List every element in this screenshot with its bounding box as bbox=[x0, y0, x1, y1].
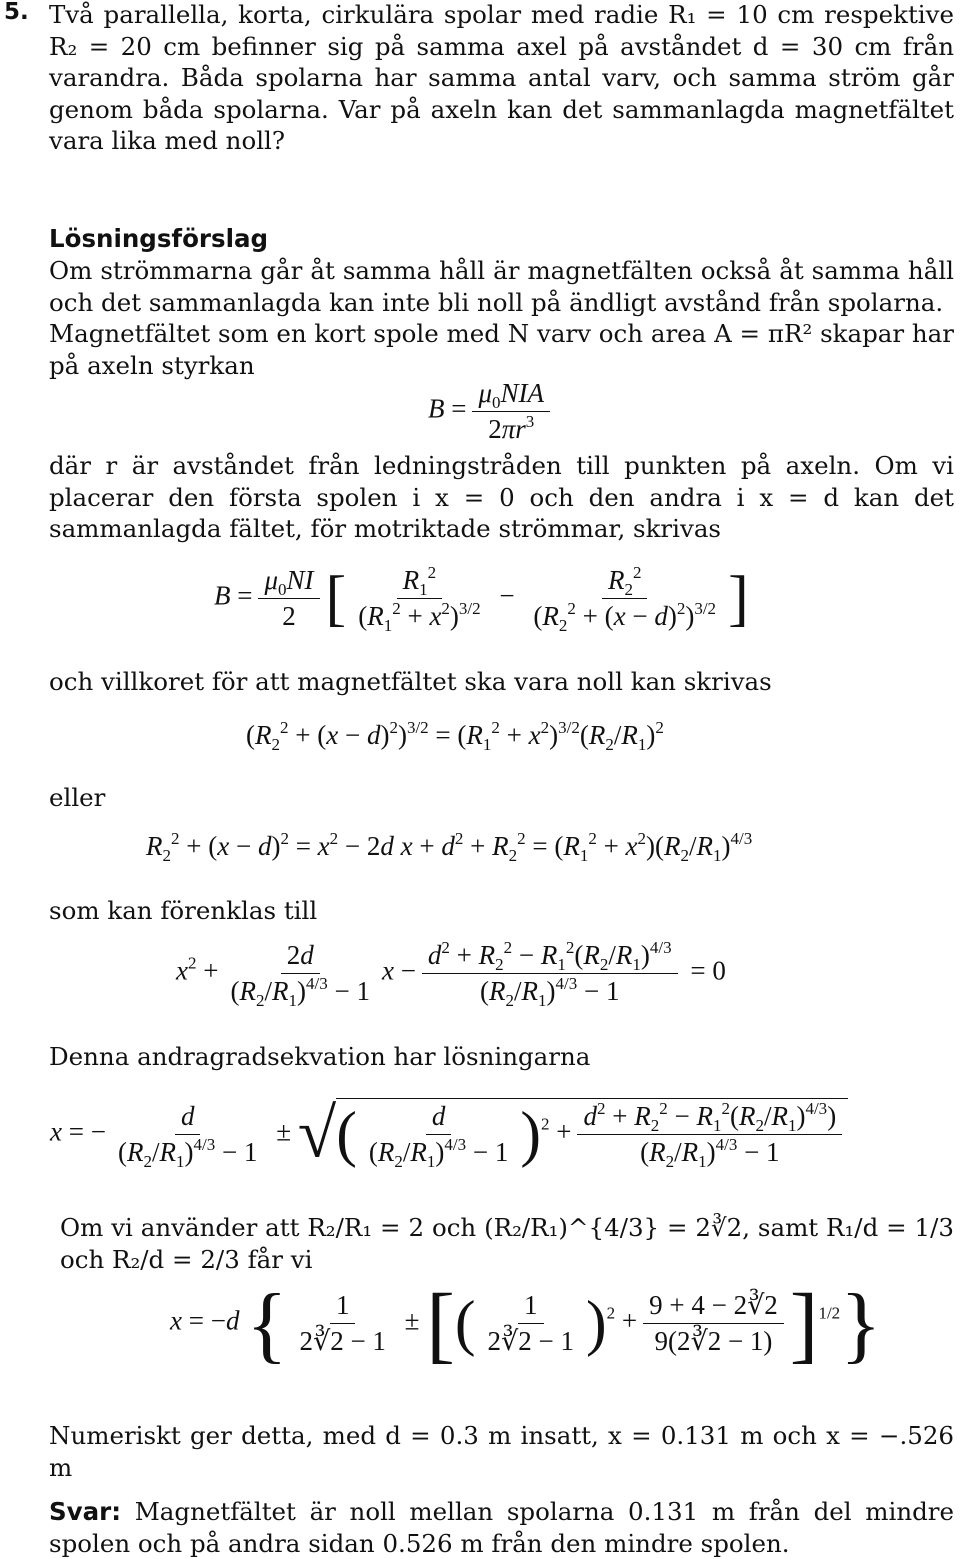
equation-combined-field: B = $\frac{\mu_0NI}{2}$ [ $\frac{R_1^2}{(R_1^2 + x^2)^{3/2}}$ − $\frac{R_2^2}{(R_2^2 + (x - d)^2)^{3/2}}$ ] bbox=[214, 563, 749, 635]
answer-label: Svar: bbox=[49, 1497, 122, 1526]
equation-numeric-form: x = −d { $\frac{1}{2∛2 - 1}$ ± [( $\frac{1}{2∛2 - 1}$ )$^2$ + $\frac{9 + 4 - 2∛2}{9(2∛2 - 1)}$ ]$^{1/2}$} bbox=[170, 1275, 882, 1372]
equation-field-short-coil: B = $\frac{\mu_0NIA}{2\pi r^3}$ bbox=[428, 378, 556, 445]
solution-paragraph-3: där r är avståndet från ledningstråden till punkten på axeln. Om vi placerar den första spolen i x = 0 och den andra i x = d kan det sammanlagda fältet, för motriktade strömmar, skrivas bbox=[49, 451, 954, 543]
solution-heading: Lösningsförslag bbox=[49, 224, 269, 253]
solution-paragraph-9: Numeriskt ger detta, med d = 0.3 m insatt, x = 0.131 m och x = −.526 m bbox=[49, 1421, 954, 1482]
solution-paragraph-4: och villkoret för att magnetfältet ska vara noll kan skrivas bbox=[49, 667, 772, 696]
answer-block bbox=[49, 1496, 954, 1559]
solution-paragraph-5: eller bbox=[49, 783, 106, 812]
solution-paragraph-1: Om strömmarna går åt samma håll är magnetfälten också åt samma håll och det sammanlagda kan inte bli noll på ändligt avstånd från spolarna. bbox=[49, 256, 954, 317]
solution-paragraph-2: Magnetfältet som en kort spole med N varv och area A = πR² skapar har på axeln styrkan bbox=[49, 319, 954, 380]
problem-number: 5. bbox=[4, 0, 29, 25]
solution-paragraph-7: Denna andragradsekvation har lösningarna bbox=[49, 1042, 591, 1071]
answer-text: Magnetfältet är noll mellan spolarna 0.131 m från del mindre spolen och på andra sidan 0.526 m från den mindre spolen. bbox=[49, 1497, 954, 1558]
equation-general-solution: x = − $\frac{d}{(R_2/R_1)^{4/3} - 1}$ ± √( $\frac{d}{(R_2/R_1)^{4/3} - 1}$ )$^2$ + $\frac{d^2 + R_2^2 - R_1^2(R_2/R_1)^{4/3})}{(R_2/R_1)^{4/3} - 1}$ bbox=[50, 1098, 848, 1168]
equation-expanded: $R_2^2 + (x - d)^2 = x^2 - 2d$ $x + d^2 + R_2^2 = (R_1^2 + x^2)(R_2/R_1)^{4/3}$ bbox=[146, 829, 753, 865]
equation-zero-condition: $(R_2^2 + (x - d)^2)^{3/2} = (R_1^2 + x^2)^{3/2}(R_2/R_1)^2$ bbox=[246, 718, 664, 754]
problem-text: Två parallella, korta, cirkulära spolar med radie R₁ = 10 cm respektive R₂ = 20 cm befinner sig på samma axel på avståndet d = 30 cm från varandra. Båda spolarna har samma antal varv, och samma ström går genom båda spolarna. Var på axeln kan det sammanlagda magnetfältet vara lika med noll? bbox=[49, 0, 954, 155]
equation-quadratic: $x^2$ + $\frac{2d}{(R_2/R_1)^{4/3} - 1}$ x − $\frac{d^2 + R_2^2 - R_1^2(R_2/R_1)^{4/3}}{(R_2/R_1)^{4/3} - 1}$ = 0 bbox=[176, 938, 726, 1010]
solution-paragraph-8: Om vi använder att R₂/R₁ = 2 och (R₂/R₁)^{4/3} = 2∛2, samt R₁/d = 1/3 och R₂/d = 2/3 får vi bbox=[60, 1213, 954, 1274]
solution-paragraph-6: som kan förenklas till bbox=[49, 896, 318, 925]
